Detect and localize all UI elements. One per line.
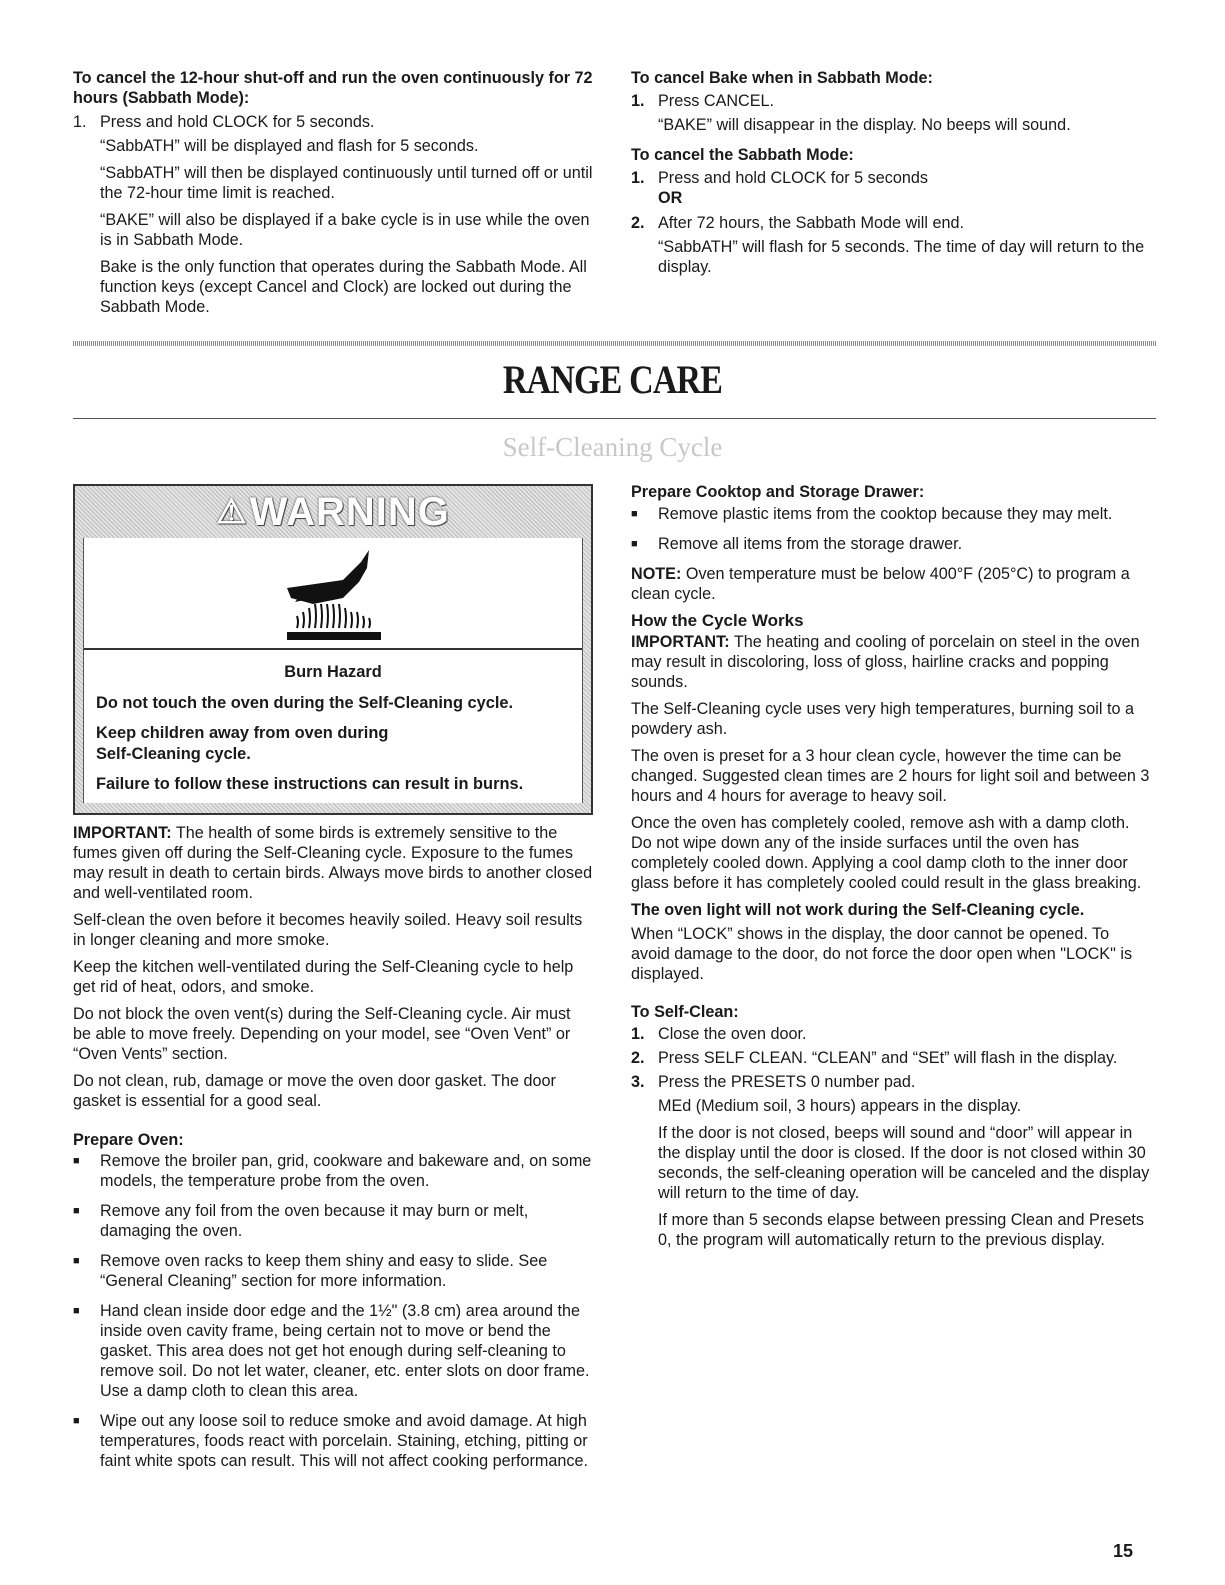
- warning-text: [84, 650, 582, 795]
- cancel-bake-step-1: [631, 91, 1151, 111]
- list-item: [73, 1201, 593, 1241]
- paragraph: Self-clean the oven before it becomes heavily soiled. Heavy soil results in longer cleaning and more smoke.: [73, 911, 583, 949]
- how-cycle-works-heading: How the Cycle Works: [631, 611, 804, 630]
- warning-line: Do not touch the oven during the Self-Cleaning cycle.: [96, 694, 514, 712]
- paragraph: “SabbATH” will flash for 5 seconds. The time of day will return to the display.: [658, 238, 1145, 276]
- page-title: RANGE CARE: [502, 357, 723, 402]
- step-number: 1.: [631, 92, 645, 110]
- warning-box: [73, 484, 593, 815]
- left-body: [73, 823, 593, 1481]
- step-number: 1.: [631, 1025, 645, 1043]
- dotted-divider: [73, 341, 1156, 346]
- paragraph: When “LOCK” shows in the display, the door cannot be opened. To avoid damage to the door, do not force the door open when "LOCK" is displayed.: [631, 925, 1133, 983]
- section-subtitle: Self-Cleaning Cycle: [502, 432, 723, 462]
- important-label: IMPORTANT:: [631, 633, 730, 651]
- list-text: Remove oven racks to keep them shiny and easy to slide. See “General Cleaning” section for more information.: [100, 1252, 548, 1290]
- paragraph: The oven is preset for a 3 hour clean cycle, however the time can be changed. Suggested clean times are 2 hours for light soil and between 3 hours and 4 hours for average to heavy soil.: [631, 747, 1150, 805]
- warning-line: Failure to follow these instructions can result in burns.: [96, 775, 524, 793]
- important-label: IMPORTANT:: [73, 824, 172, 842]
- paragraph: MEd (Medium soil, 3 hours) appears in the display.: [658, 1097, 1022, 1115]
- list-item: [73, 1251, 593, 1291]
- step-number: 3.: [631, 1073, 645, 1091]
- step-number: 1.: [631, 169, 645, 187]
- paragraph: Do not clean, rub, damage or move the oven door gasket. The door gasket is essential for a good seal.: [73, 1072, 556, 1110]
- step-number: 2.: [631, 214, 645, 232]
- step-number: 1.: [73, 113, 87, 131]
- clean-step-3: [631, 1072, 1151, 1092]
- paragraph: If more than 5 seconds elapse between pressing Clean and Presets 0, the program will automatically return to the previous display.: [658, 1211, 1144, 1249]
- list-text: Remove plastic items from the cooktop because they may melt.: [658, 505, 1113, 523]
- step-text: Press and hold CLOCK for 5 seconds: [658, 169, 928, 187]
- bullet-icon: ■: [73, 1305, 80, 1317]
- clean-step-1: [631, 1024, 1151, 1044]
- paragraph: “SabbATH” will then be displayed continuously until turned off or until the 72-hour time limit is reached.: [100, 164, 593, 202]
- warning-header: [75, 486, 591, 538]
- bullet-icon: ■: [631, 508, 638, 520]
- list-text: Remove all items from the storage drawer.: [658, 535, 963, 553]
- cancel-sabbath-step-2: [631, 213, 1151, 233]
- list-item: [73, 1151, 593, 1191]
- bullet-icon: ■: [73, 1255, 80, 1267]
- list-text: Wipe out any loose soil to reduce smoke and avoid damage. At high temperatures, foods react with porcelain. Staining, etching, pitting or faint white spots can result. This will not affect cooking performance.: [100, 1412, 588, 1470]
- clean-step-2: [631, 1048, 1151, 1068]
- cancel-sabbath-heading: To cancel the Sabbath Mode:: [631, 146, 854, 164]
- step-text: Press and hold CLOCK for 5 seconds.: [100, 113, 375, 131]
- sabbath-heading: To cancel the 12-hour shut-off and run the oven continuously for 72 hours (Sabbath Mode):: [73, 69, 593, 107]
- important-text: The heating and cooling of porcelain on steel in the oven may result in discoloring, loss of gloss, hairline cracks and popping sounds.: [631, 633, 1140, 691]
- to-self-clean-heading: To Self-Clean:: [631, 1003, 739, 1021]
- bullet-icon: ■: [73, 1205, 80, 1217]
- step-text: Press CANCEL.: [658, 92, 775, 110]
- paragraph: If the door is not closed, beeps will sound and “door” will appear in the display until the door is closed. If the door is not closed within 30 seconds, the self-cleaning operation will be canceled and the display will return to the time of day.: [658, 1124, 1150, 1202]
- sabbath-mode-section: [73, 68, 593, 324]
- cancel-sabbath-section: [631, 68, 1151, 284]
- cancel-sabbath-step-1: [631, 168, 1151, 188]
- bird-warning: [73, 823, 593, 903]
- title-divider: [73, 418, 1156, 419]
- paragraph: Bake is the only function that operates during the Sabbath Mode. All function keys (except Cancel and Clock) are locked out during the Sabbath Mode.: [100, 258, 587, 316]
- paragraph: Once the oven has completely cooled, remove ash with a damp cloth. Do not wipe down any of the inside surfaces until the oven has completely cooled down. Applying a cool damp cloth to the inner door glass before it has completely cooled could result in the glass breaking.: [631, 814, 1142, 892]
- list-text: Remove any foil from the oven because it may burn or melt, damaging the oven.: [100, 1202, 529, 1240]
- or-label: OR: [658, 189, 683, 207]
- warning-line: Keep children away from oven during Self-Cleaning cycle.: [96, 724, 389, 763]
- note-label: NOTE:: [631, 565, 682, 583]
- note-text: Oven temperature must be below 400°F (205°C) to program a clean cycle.: [631, 565, 1130, 603]
- prepare-cooktop-heading: Prepare Cooktop and Storage Drawer:: [631, 483, 925, 501]
- step-text: Close the oven door.: [658, 1025, 807, 1043]
- bullet-icon: ■: [631, 538, 638, 550]
- paragraph: “SabbATH” will be displayed and flash for 5 seconds.: [100, 137, 479, 155]
- step-text: After 72 hours, the Sabbath Mode will end.: [658, 214, 964, 232]
- bullet-icon: ■: [73, 1415, 80, 1427]
- bullet-icon: ■: [73, 1155, 80, 1167]
- paragraph: Keep the kitchen well-ventilated during the Self-Cleaning cycle to help get rid of heat, odors, and smoke.: [73, 958, 574, 996]
- warning-triangle-icon: ⚠: [216, 493, 248, 531]
- hazard-title: Burn Hazard: [284, 663, 382, 681]
- step-text: Press SELF CLEAN. “CLEAN” and “SEt” will flash in the display.: [658, 1049, 1118, 1067]
- sabbath-step-1: [73, 112, 593, 132]
- step-number: 2.: [631, 1049, 645, 1067]
- list-item: [631, 534, 1151, 554]
- list-item: [631, 504, 1151, 524]
- important-note: [631, 632, 1151, 692]
- warning-label: WARNING: [249, 490, 450, 534]
- right-body: [631, 482, 1151, 1257]
- paragraph: Do not block the oven vent(s) during the Self-Cleaning cycle. Air must be able to move freely. Depending on your model, see “Oven Vent” or “Oven Vents” section.: [73, 1005, 571, 1063]
- oven-light-heading: The oven light will not work during the Self-Cleaning cycle.: [631, 901, 1085, 919]
- list-text: Hand clean inside door edge and the 1½" (3.8 cm) area around the inside oven cavity frame, being certain not to move or bend the gasket. This area does not get hot enough during self-cleaning to remove soil. Do not let water, cleaner, etc. enter slots on door frame. Use a damp cloth to clean this area.: [100, 1302, 590, 1400]
- step-text: Press the PRESETS 0 number pad.: [658, 1073, 916, 1091]
- hot-surface-hand-icon: [84, 538, 582, 650]
- paragraph: “BAKE” will also be displayed if a bake cycle is in use while the oven is in Sabbath Mode.: [100, 211, 590, 249]
- list-item: [73, 1301, 593, 1401]
- list-item: [73, 1411, 593, 1471]
- list-text: Remove the broiler pan, grid, cookware and bakeware and, on some models, the temperature probe from the oven.: [100, 1152, 592, 1190]
- page-number: 15: [1113, 1541, 1134, 1561]
- cancel-bake-heading: To cancel Bake when in Sabbath Mode:: [631, 69, 933, 87]
- paragraph: The Self-Cleaning cycle uses very high temperatures, burning soil to a powdery ash.: [631, 700, 1134, 738]
- note: [631, 564, 1151, 604]
- paragraph: “BAKE” will disappear in the display. No beeps will sound.: [658, 116, 1071, 134]
- important-text: The health of some birds is extremely sensitive to the fumes given off during the Self-Cleaning cycle. Exposure to the fumes may result in death to certain birds. Always move birds to another closed and well-ventilated room.: [73, 824, 593, 902]
- prepare-oven-heading: Prepare Oven:: [73, 1131, 184, 1149]
